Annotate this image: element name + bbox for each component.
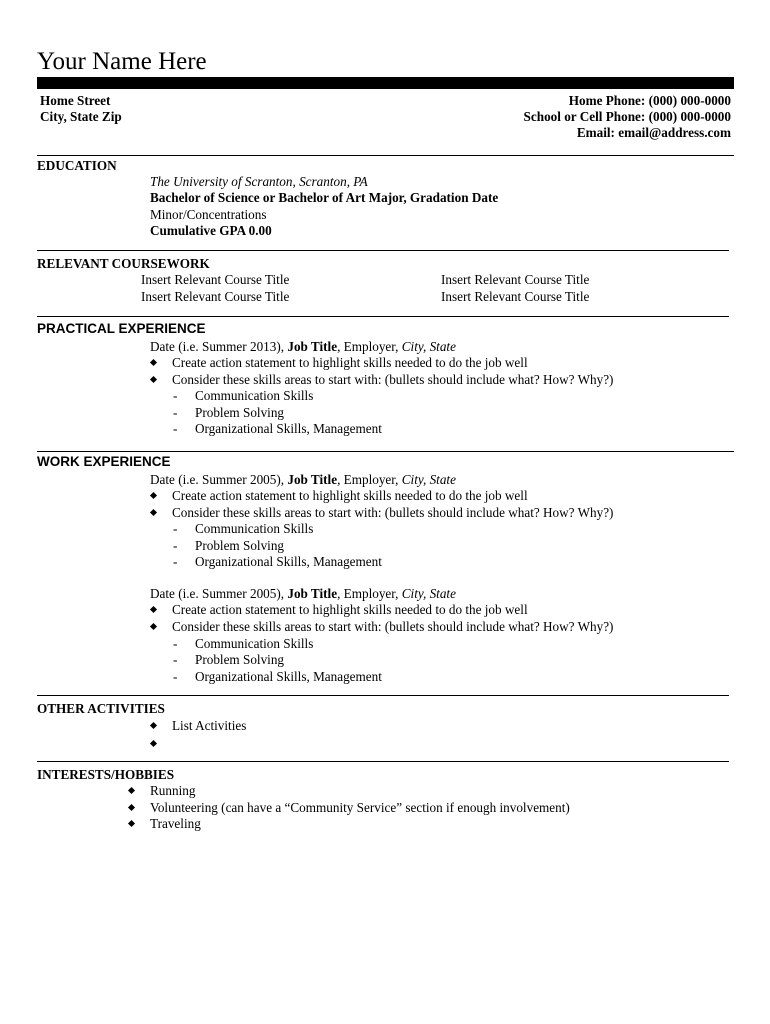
dash-icon: - — [173, 554, 178, 569]
diamond-bullet-icon — [150, 722, 157, 729]
divider — [37, 250, 729, 251]
sub-bullet-text: Communication Skills — [195, 521, 314, 536]
job-line — [150, 339, 456, 355]
bullet-text: Create action statement to highlight skills needed to do the job well — [172, 355, 528, 370]
sub-bullet-text: Communication Skills — [195, 388, 314, 403]
address-line-1: Home Street — [40, 93, 111, 108]
diamond-bullet-icon — [150, 359, 157, 366]
job-employer: , Employer, — [337, 472, 402, 487]
job-date: Date (i.e. Summer 2005), — [150, 586, 285, 601]
diamond-bullet-icon — [150, 509, 157, 516]
job-line — [150, 472, 456, 488]
minor: Minor/Concentrations — [150, 207, 267, 222]
course-title: Insert Relevant Course Title — [441, 272, 590, 287]
dash-icon: - — [173, 652, 178, 667]
course-title: Insert Relevant Course Title — [441, 289, 590, 304]
divider — [37, 761, 729, 762]
sub-bullet-text: Problem Solving — [195, 405, 285, 420]
divider — [37, 316, 729, 317]
diamond-bullet-icon — [150, 376, 157, 383]
job-location: City, State — [401, 339, 456, 354]
job-title: Job Title — [287, 472, 338, 487]
diamond-bullet-icon — [150, 740, 157, 747]
diamond-bullet-icon — [128, 804, 135, 811]
job-employer: , Employer, — [337, 586, 402, 601]
dash-icon: - — [173, 405, 178, 420]
work-heading: WORK EXPERIENCE — [37, 454, 171, 469]
bullet-text: Create action statement to highlight skills needed to do the job well — [172, 488, 528, 503]
bullet-text: Consider these skills areas to start with: (bullets should include what? How? Why?) — [172, 619, 614, 634]
sub-bullet-text: Organizational Skills, Management — [195, 669, 382, 684]
job-date: Date (i.e. Summer 2013), — [150, 339, 285, 354]
sub-bullet-text: Problem Solving — [195, 538, 285, 553]
email: Email: email@address.com — [576, 125, 731, 140]
divider — [37, 695, 729, 696]
diamond-bullet-icon — [128, 820, 135, 827]
course-title: Insert Relevant Course Title — [141, 289, 290, 304]
dash-icon: - — [173, 636, 178, 651]
bullet-text: Consider these skills areas to start with: (bullets should include what? How? Why?) — [172, 372, 614, 387]
home-phone: Home Phone: (000) 000-0000 — [568, 93, 731, 108]
job-location: City, State — [401, 472, 456, 487]
job-date: Date (i.e. Summer 2005), — [150, 472, 285, 487]
practical-heading: PRACTICAL EXPERIENCE — [37, 321, 206, 336]
dash-icon: - — [173, 388, 178, 403]
dash-icon: - — [173, 521, 178, 536]
job-employer: , Employer, — [337, 339, 402, 354]
address-line-2: City, State Zip — [40, 109, 122, 124]
header-bar — [37, 77, 734, 89]
bullet-text: Create action statement to highlight skills needed to do the job well — [172, 602, 528, 617]
job-location: City, State — [401, 586, 456, 601]
sub-bullet-text: Organizational Skills, Management — [195, 554, 382, 569]
gpa: Cumulative GPA 0.00 — [150, 223, 272, 238]
interest-item: Volunteering (can have a “Community Service” section if enough involvement) — [150, 800, 570, 815]
education-heading: EDUCATION — [37, 158, 117, 173]
interest-item: Running — [150, 783, 196, 798]
interest-item: Traveling — [150, 816, 201, 831]
sub-bullet-text: Communication Skills — [195, 636, 314, 651]
divider — [37, 155, 734, 156]
dash-icon: - — [173, 421, 178, 436]
coursework-heading: RELEVANT COURSEWORK — [37, 256, 210, 271]
sub-bullet-text: Problem Solving — [195, 652, 285, 667]
university: The University of Scranton, Scranton, PA — [150, 174, 368, 189]
bullet-text: Consider these skills areas to start with: (bullets should include what? How? Why?) — [172, 505, 614, 520]
diamond-bullet-icon — [150, 623, 157, 630]
activity-item: List Activities — [172, 718, 247, 733]
interests-heading: INTERESTS/HOBBIES — [37, 767, 175, 782]
job-title: Job Title — [287, 339, 338, 354]
cell-phone: School or Cell Phone: (000) 000-0000 — [523, 109, 731, 124]
dash-icon: - — [173, 538, 178, 553]
divider — [37, 451, 734, 452]
sub-bullet-text: Organizational Skills, Management — [195, 421, 382, 436]
job-line — [150, 586, 456, 602]
resume-name: Your Name Here — [37, 48, 207, 75]
diamond-bullet-icon — [128, 787, 135, 794]
diamond-bullet-icon — [150, 606, 157, 613]
activities-heading: OTHER ACTIVITIES — [37, 701, 165, 716]
job-title: Job Title — [287, 586, 338, 601]
degree: Bachelor of Science or Bachelor of Art Major, Gradation Date — [150, 190, 499, 205]
diamond-bullet-icon — [150, 492, 157, 499]
dash-icon: - — [173, 669, 178, 684]
course-title: Insert Relevant Course Title — [141, 272, 290, 287]
